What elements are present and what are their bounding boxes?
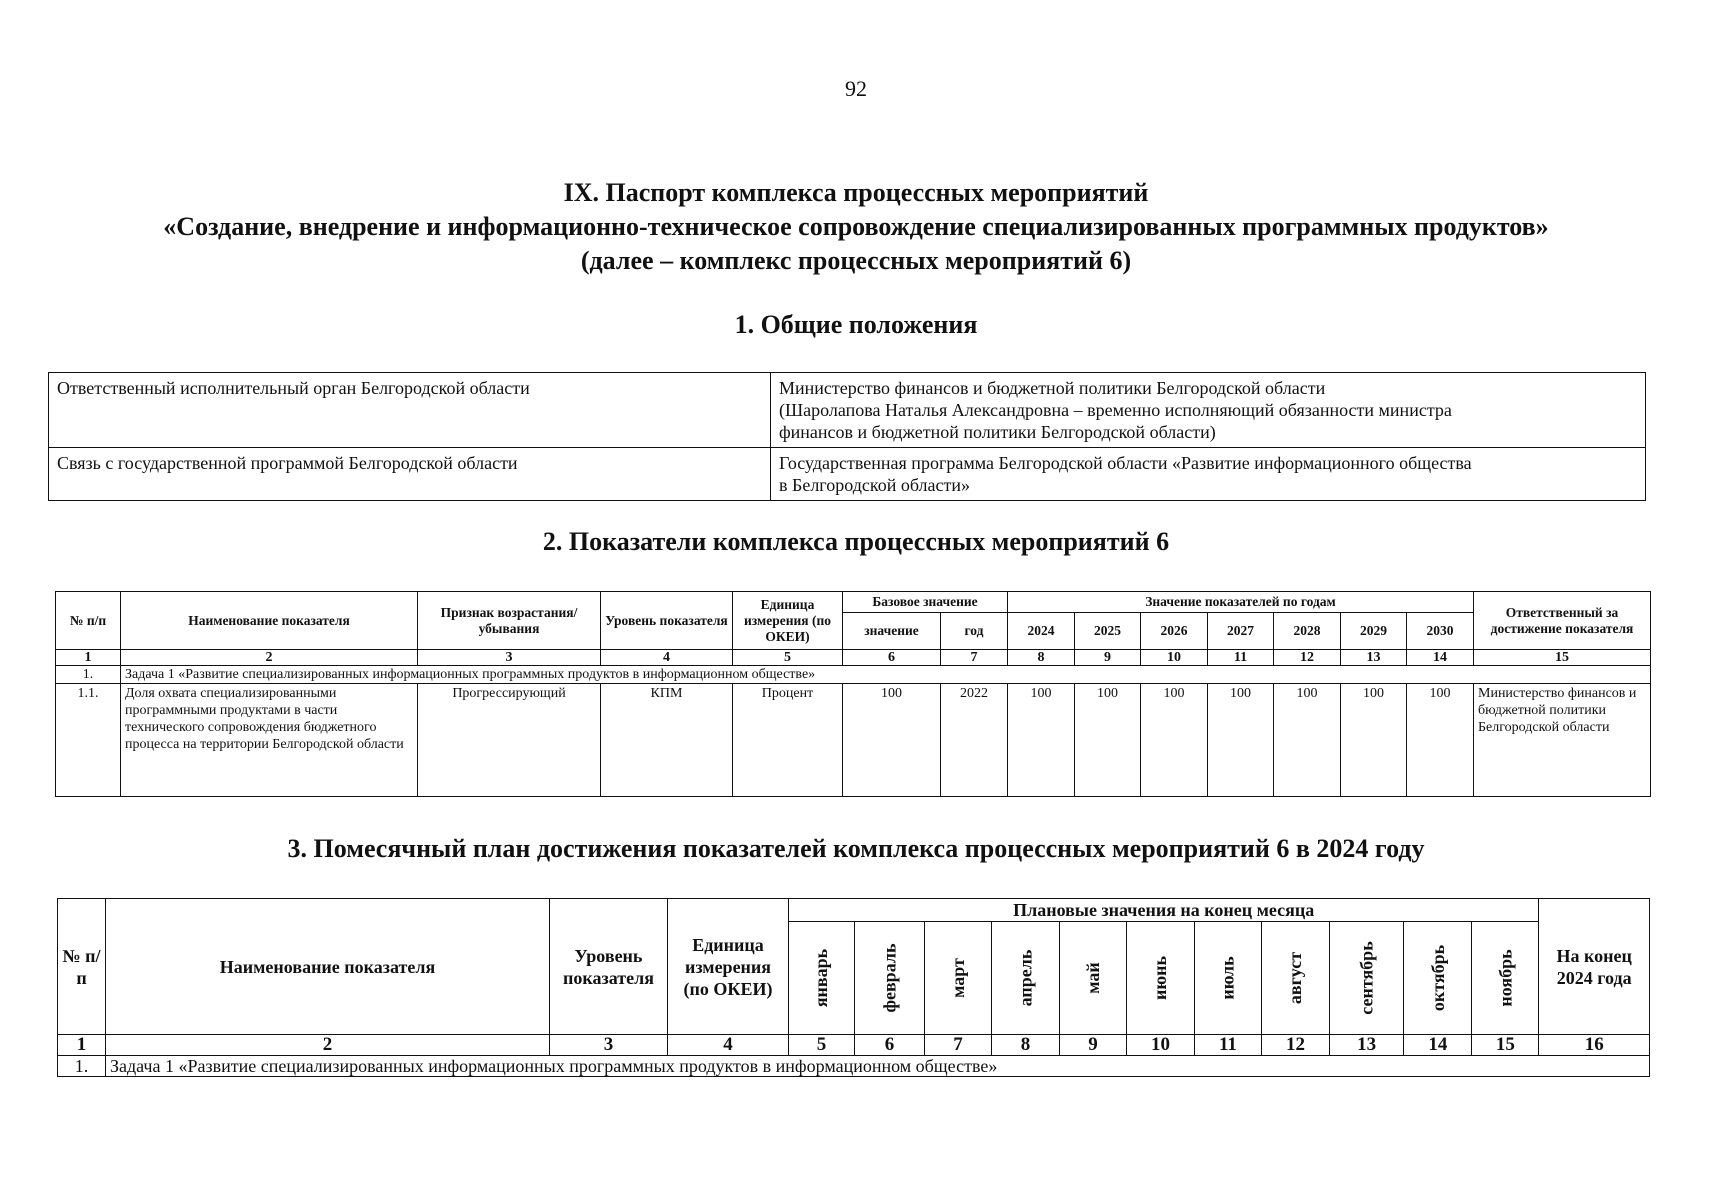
indicator-year-value: 100 [1075, 684, 1141, 797]
month-header: март [924, 922, 991, 1035]
section-3-heading: 3. Помесячный план достижения показателей комплекса процессных мероприятий 6 в 2024 году [287, 834, 1425, 863]
value-line: (Шаролапова Наталья Александровна – временно исполняющий обязанности министра [779, 400, 1452, 420]
column-number: 3 [550, 1035, 668, 1056]
month-header: май [1059, 922, 1126, 1035]
responsible-body-value [771, 373, 1646, 448]
month-header: ноябрь [1472, 922, 1539, 1035]
column-number: 12 [1261, 1035, 1329, 1056]
col-level-header: Уровень показателя [550, 899, 668, 1035]
column-number: 8 [1008, 650, 1075, 666]
value-line: Министерство финансов и бюджетной политики Белгородской области [779, 378, 1326, 398]
col-sign-header: Признак возрастания/ убывания [418, 592, 601, 650]
month-header: июнь [1126, 922, 1194, 1035]
month-header: август [1261, 922, 1329, 1035]
month-header: январь [789, 922, 855, 1035]
column-number: 5 [733, 650, 843, 666]
column-number: 6 [855, 1035, 925, 1056]
indicators-table [55, 591, 1651, 797]
task-text: Задача 1 «Развитие специализированных информационных программных продуктов в информационном обществе» [106, 1056, 1650, 1077]
column-number: 1 [56, 650, 121, 666]
year-header: 2026 [1141, 613, 1208, 650]
month-header: октябрь [1404, 922, 1472, 1035]
header-row [58, 899, 1650, 922]
indicator-year-value: 100 [1407, 684, 1474, 797]
general-provisions-table [48, 372, 1646, 501]
title-line-2: «Создание, внедрение и информационно-техническое сопровождение специализированных программных продуктов» [163, 212, 1549, 241]
column-number: 2 [106, 1035, 550, 1056]
value-line: финансов и бюджетной политики Белгородской области) [779, 422, 1216, 442]
column-number: 13 [1341, 650, 1407, 666]
indicator-name: Доля охвата специализированными программными продуктами в части технического сопровождения бюджетного процесса на территории Белгородской области [121, 684, 418, 797]
page-number: 92 [845, 76, 867, 101]
month-header: апрель [991, 922, 1059, 1035]
column-number: 6 [843, 650, 941, 666]
column-number: 10 [1141, 650, 1208, 666]
column-number: 9 [1059, 1035, 1126, 1056]
indicator-level: КПМ [601, 684, 733, 797]
indicator-base-value: 100 [843, 684, 941, 797]
indicator-responsible: Министерство финансов и бюджетной политики Белгородской области [1474, 684, 1651, 797]
column-number: 8 [991, 1035, 1059, 1056]
col-level-header: Уровень показателя [601, 592, 733, 650]
column-number: 3 [418, 650, 601, 666]
indicator-year-value: 100 [1208, 684, 1274, 797]
year-header: 2028 [1274, 613, 1341, 650]
column-number: 15 [1472, 1035, 1539, 1056]
column-number: 16 [1539, 1035, 1650, 1056]
indicator-year-value: 100 [1141, 684, 1208, 797]
value-line: в Белгородской области» [779, 475, 971, 495]
year-header: 2027 [1208, 613, 1274, 650]
column-number: 9 [1075, 650, 1141, 666]
value-line: Государственная программа Белгородской области «Развитие информационного общества [779, 453, 1472, 473]
column-numbers-row [56, 650, 1651, 666]
month-header: июль [1194, 922, 1261, 1035]
column-number: 4 [668, 1035, 789, 1056]
indicator-number: 1.1. [56, 684, 121, 797]
base-group-header: Базовое значение [843, 592, 1008, 613]
plan-group-header: Плановые значения на конец месяца [789, 899, 1539, 922]
col-end-header: На конец 2024 года [1539, 899, 1650, 1035]
col-name-header: Наименование показателя [121, 592, 418, 650]
column-number: 11 [1208, 650, 1274, 666]
program-link-value [771, 448, 1646, 501]
column-number: 1 [58, 1035, 106, 1056]
column-number: 14 [1407, 650, 1474, 666]
title-line-1: IX. Паспорт комплекса процессных мероприятий [563, 178, 1149, 207]
column-number: 11 [1194, 1035, 1261, 1056]
col-name-header: Наименование показателя [106, 899, 550, 1035]
column-number: 4 [601, 650, 733, 666]
responsible-body-label: Ответственный исполнительный орган Белгородской области [49, 373, 771, 448]
year-header: 2025 [1075, 613, 1141, 650]
column-number: 7 [924, 1035, 991, 1056]
column-number: 14 [1404, 1035, 1472, 1056]
indicator-sign: Прогрессирующий [418, 684, 601, 797]
column-number: 12 [1274, 650, 1341, 666]
base-year-header: год [941, 613, 1008, 650]
year-header: 2024 [1008, 613, 1075, 650]
year-header: 2029 [1341, 613, 1407, 650]
task-number: 1. [58, 1056, 106, 1077]
col-unit-header: Единица измерения (по ОКЕИ) [733, 592, 843, 650]
indicator-year-value: 100 [1341, 684, 1407, 797]
indicator-base-year: 2022 [941, 684, 1008, 797]
indicator-row [56, 684, 1651, 797]
col-responsible-header: Ответственный за достижение показателя [1474, 592, 1651, 650]
monthly-plan-table [57, 898, 1650, 1077]
col-unit-header: Единица измерения (по ОКЕИ) [668, 899, 789, 1035]
year-header: 2030 [1407, 613, 1474, 650]
table-row [49, 373, 1646, 448]
column-number: 15 [1474, 650, 1651, 666]
task-row [58, 1056, 1650, 1077]
column-number: 2 [121, 650, 418, 666]
column-number: 10 [1126, 1035, 1194, 1056]
base-value-header: значение [843, 613, 941, 650]
section-1-heading: 1. Общие положения [734, 310, 978, 339]
column-number: 7 [941, 650, 1008, 666]
document-title [0, 176, 1712, 278]
task-row [56, 666, 1651, 684]
column-number: 5 [789, 1035, 855, 1056]
section-2-heading: 2. Показатели комплекса процессных мероприятий 6 [542, 527, 1170, 556]
col-num-header: № п/п [58, 899, 106, 1035]
task-number: 1. [56, 666, 121, 684]
task-text: Задача 1 «Развитие специализированных информационных программных продуктов в информационном обществе» [121, 666, 1651, 684]
years-group-header: Значение показателей по годам [1008, 592, 1474, 613]
header-row [56, 592, 1651, 613]
title-line-3: (далее – комплекс процессных мероприятий 6) [580, 246, 1132, 275]
column-number: 13 [1329, 1035, 1403, 1056]
month-header: февраль [855, 922, 925, 1035]
indicator-year-value: 100 [1008, 684, 1075, 797]
month-header: сентябрь [1329, 922, 1403, 1035]
column-numbers-row [58, 1035, 1650, 1056]
program-link-label: Связь с государственной программой Белгородской области [49, 448, 771, 501]
col-num-header: № п/п [56, 592, 121, 650]
table-row [49, 448, 1646, 501]
indicator-year-value: 100 [1274, 684, 1341, 797]
indicator-unit: Процент [733, 684, 843, 797]
